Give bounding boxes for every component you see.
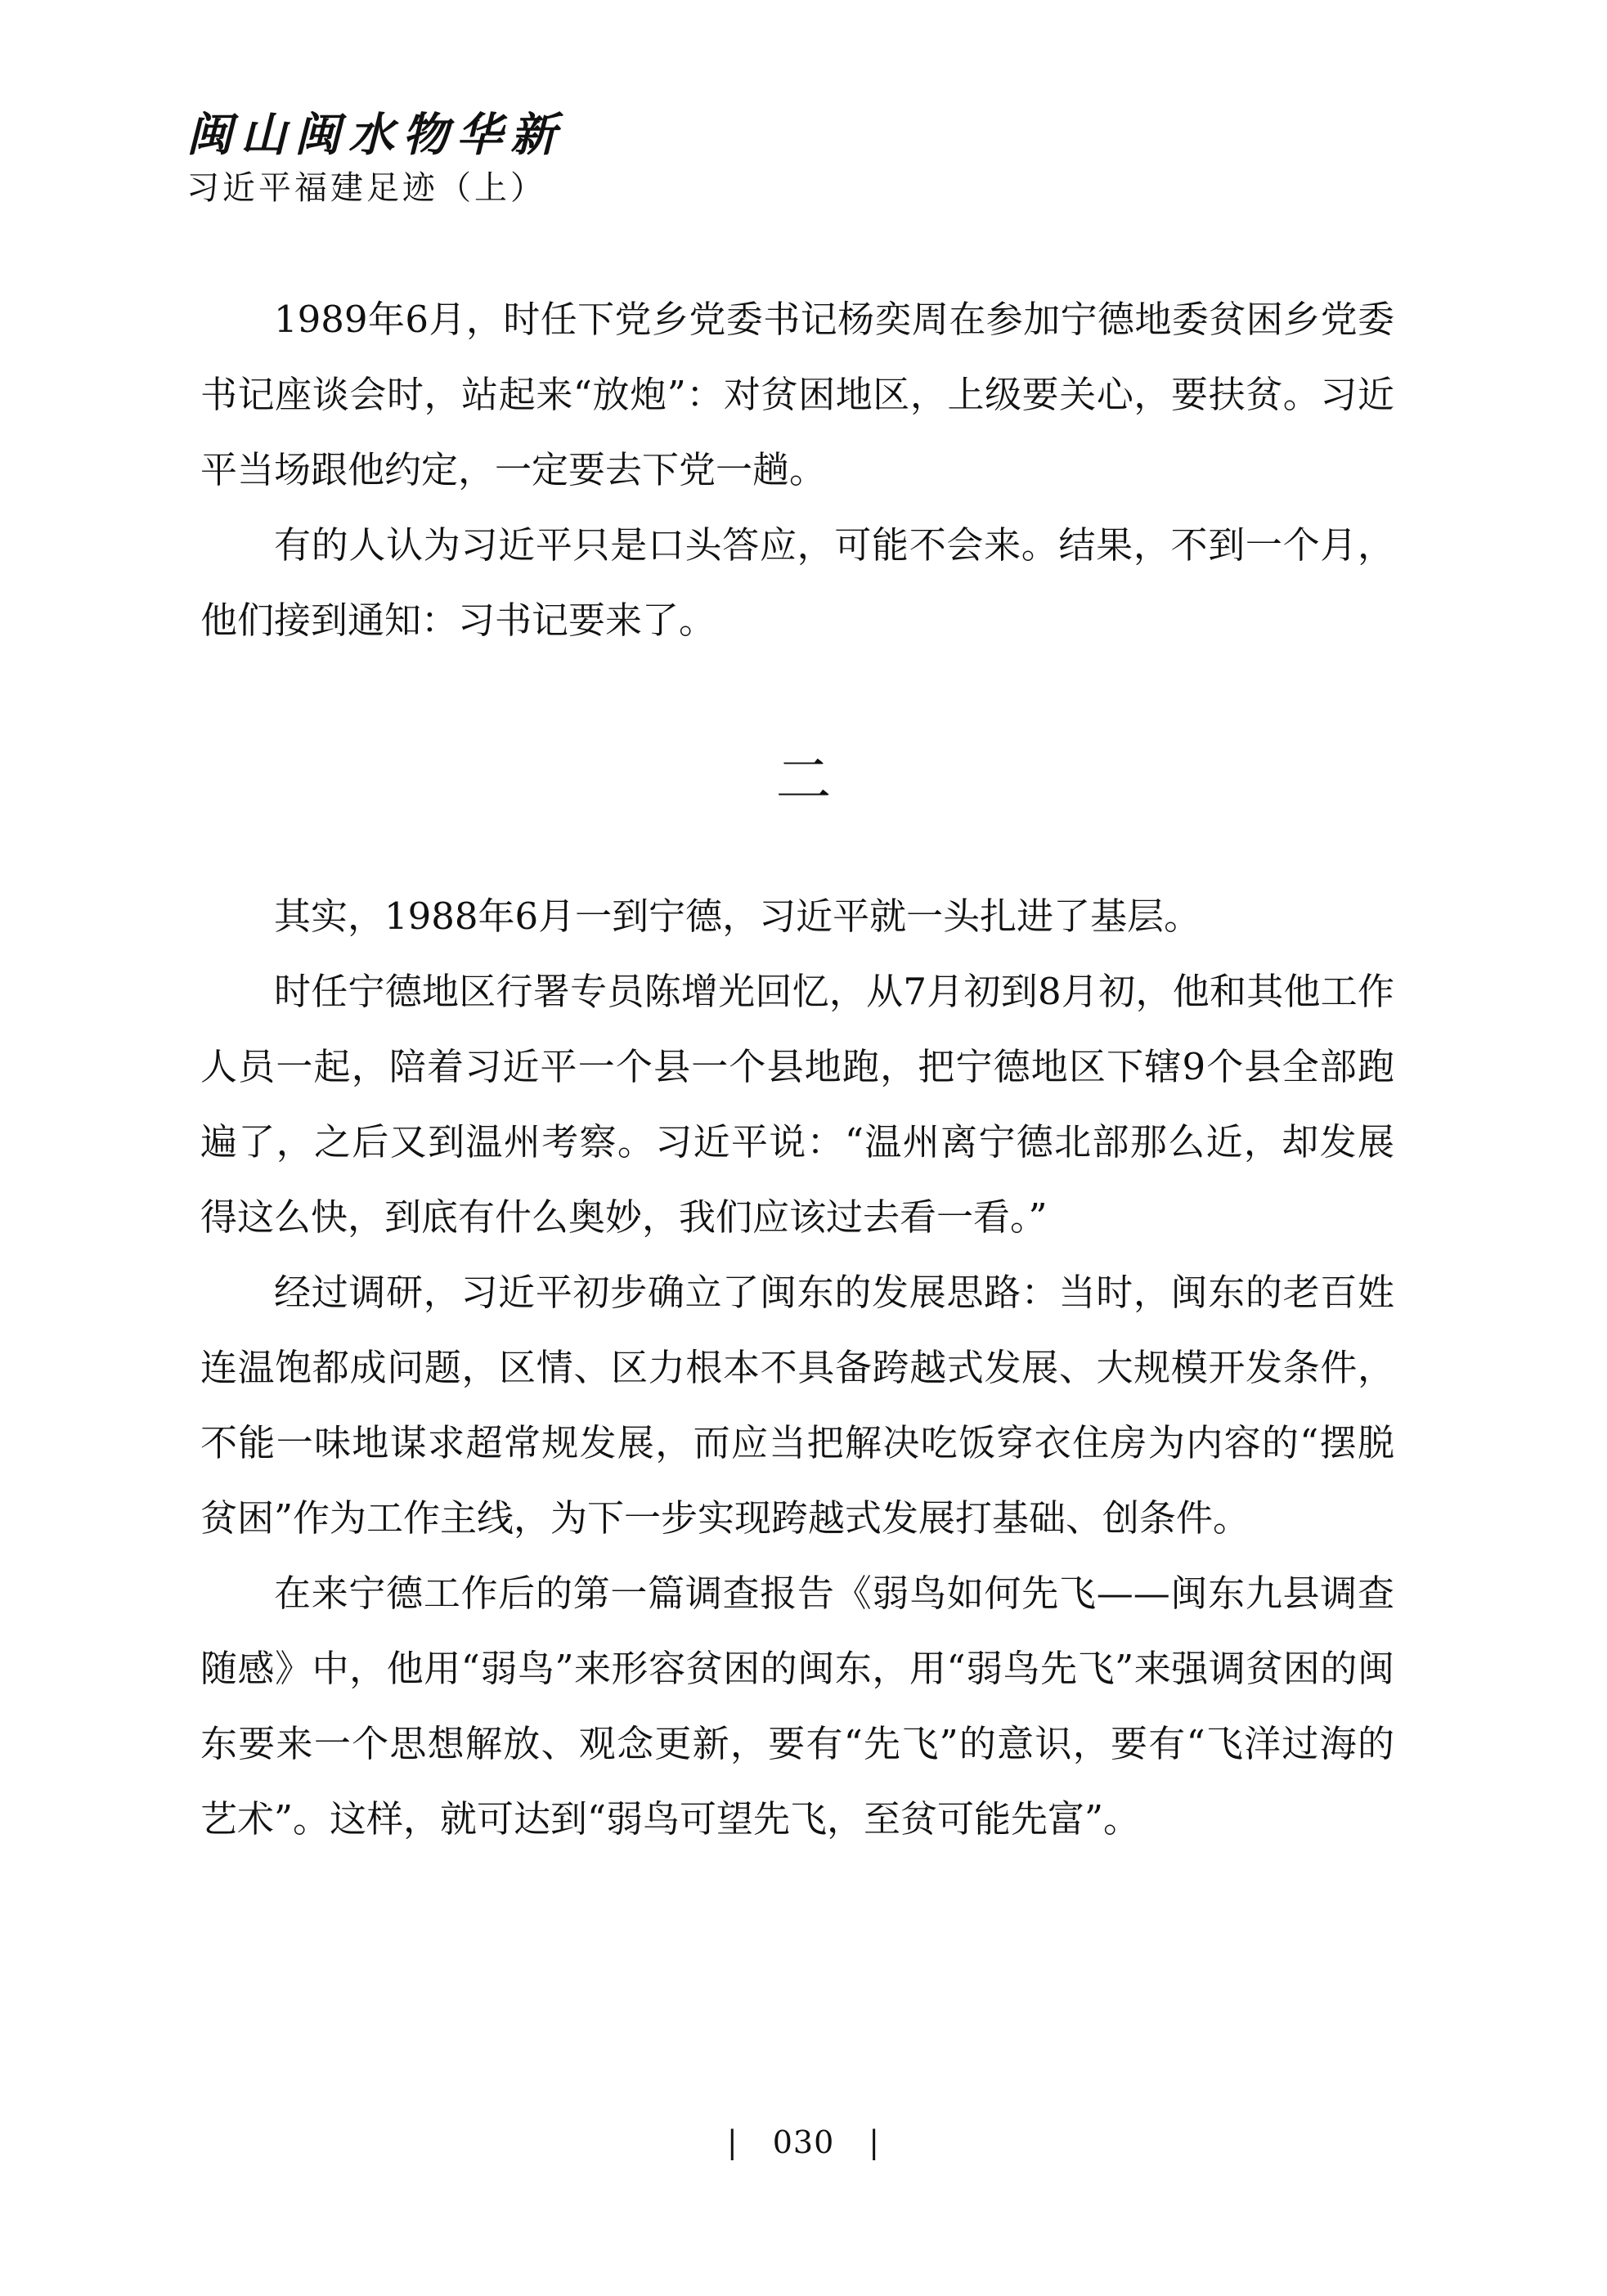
paragraph: 1989年6月，时任下党乡党委书记杨奕周在参加宁德地委贫困乡党委书记座谈会时，站起来“放炮”：对贫困地区，上级要关心，要扶贫。习近平当场跟他约定，一定要去下党一趟。 <box>200 298 1394 491</box>
book-subtitle: 习近平福建足迹（上） <box>186 169 546 207</box>
page-number: 030 <box>772 2124 835 2160</box>
paragraph: 时任宁德地区行署专员陈增光回忆，从7月初到8月初，他和其他工作人员一起，陪着习近平一个县一个县地跑，把宁德地区下辖9个县全部跑遍了，之后又到温州考察。习近平说：“温州离宁德北部那么近，却发展得这么快，到底有什么奥妙，我们应该过去看一看。” <box>200 970 1394 1239</box>
page-footer <box>0 2122 1607 2163</box>
paragraph: 其实，1988年6月一到宁德，习近平就一头扎进了基层。 <box>274 895 1201 938</box>
paragraph: 经过调研，习近平初步确立了闽东的发展思路：当时，闽东的老百姓连温饱都成问题，区情、区力根本不具备跨越式发展、大规模开发条件，不能一味地谋求超常规发展，而应当把解决吃饭穿衣住房为内容的“摆脱贫困”作为工作主线，为下一步实现跨越式发展打基础、创条件。 <box>200 1271 1394 1540</box>
footer-right-rule: | <box>869 2124 881 2160</box>
running-header <box>186 106 564 213</box>
book-title: 闽山闽水物华新 <box>186 108 564 162</box>
body-text-before-section <box>200 282 1394 658</box>
paragraph: 有的人认为习近平只是口头答应，可能不会来。结果，不到一个月，他们接到通知：习书记要来了。 <box>200 523 1394 642</box>
paragraph: 在来宁德工作后的第一篇调查报告《弱鸟如何先飞——闽东九县调查随感》中，他用“弱鸟”来形容贫困的闽东，用“弱鸟先飞”来强调贫困的闽东要来一个思想解放、观念更新，要有“先飞”的意识，要有“飞洋过海的艺术”。这样，就可达到“弱鸟可望先飞，至贫可能先富”。 <box>200 1572 1394 1841</box>
footer-left-rule: | <box>726 2124 738 2160</box>
section-heading: 二 <box>775 748 832 813</box>
body-text-after-section <box>200 879 1394 1857</box>
